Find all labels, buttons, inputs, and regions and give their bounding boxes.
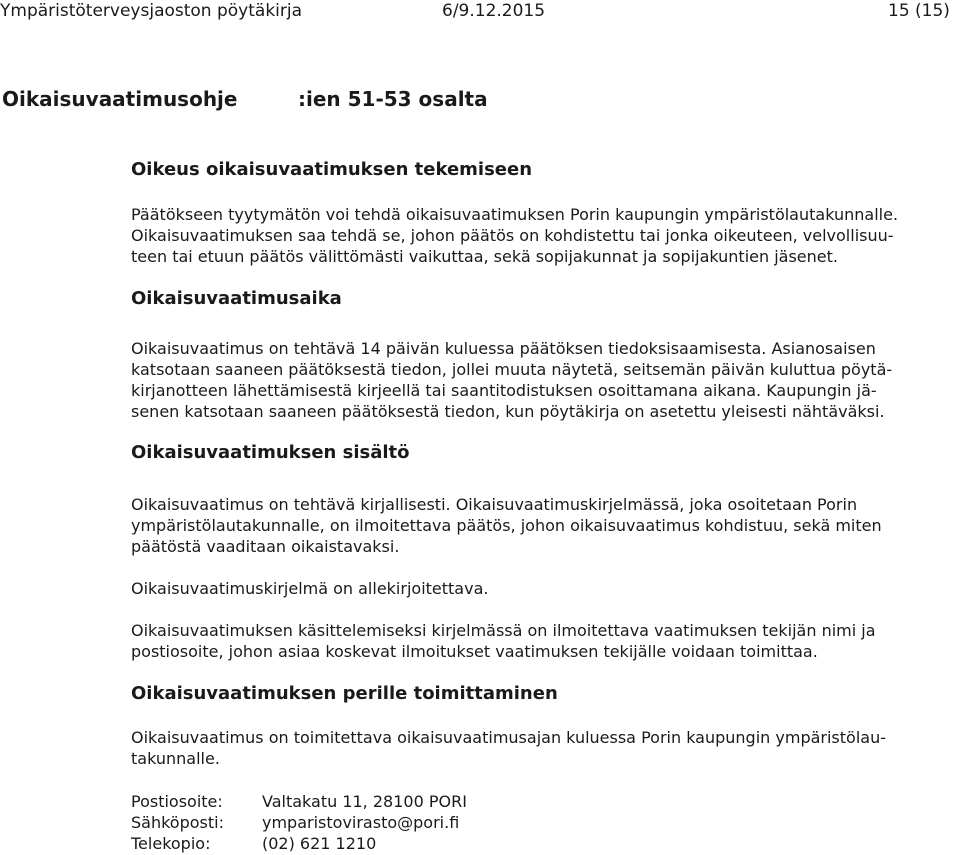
page-number: 15 (15) — [888, 1, 950, 21]
section-heading-delivery: Oikaisuvaatimuksen perille toimittaminen — [131, 683, 558, 704]
contact-info — [131, 791, 631, 855]
text-line: kirjanotteen lähettämisestä kirjeellä tai saantitodistuksen osoittamana aikana. Kaupungin jä- — [131, 381, 877, 400]
postal-label: Postiosoite: — [131, 792, 223, 811]
section-body-time — [131, 338, 892, 422]
email-address: ymparistovirasto@pori.fi — [262, 813, 460, 832]
text-line: takunnalle. — [131, 749, 220, 768]
section-heading-time: Oikaisuvaatimusaika — [131, 288, 342, 309]
fax-label: Telekopio: — [131, 834, 211, 853]
text-line: Oikaisuvaatimuskirjelmä on allekirjoitettava. — [131, 579, 489, 598]
section-body-content-3 — [131, 620, 876, 662]
document-date: 6/9.12.2015 — [442, 1, 546, 21]
section-body-content-2 — [131, 578, 488, 599]
text-line: katsotaan saaneen päätöksestä tiedon, jollei muuta näytetä, seitsemän päivän kuluttua pöytä- — [131, 360, 893, 379]
email-label: Sähköposti: — [131, 813, 224, 832]
section-body-content-1 — [131, 494, 882, 557]
text-line: senen katsotaan saaneen päätöksestä tiedon, kun pöytäkirja on asetettu yleisesti nähtäväksi. — [131, 402, 885, 421]
section-body-right — [131, 204, 898, 267]
page-title: Oikaisuvaatimusohje — [2, 87, 238, 111]
text-line: Päätökseen tyytymätön voi tehdä oikaisuvaatimuksen Porin kaupungin ympäristölautakunnalle. — [131, 205, 899, 224]
section-heading-content: Oikaisuvaatimuksen sisältö — [131, 442, 410, 463]
text-line: Oikaisuvaatimus on toimitettava oikaisuvaatimusajan kuluessa Porin kaupungin ympäristölau- — [131, 728, 886, 747]
section-heading-right: Oikeus oikaisuvaatimuksen tekemiseen — [131, 159, 533, 180]
text-line: Oikaisuvaatimus on tehtävä 14 päivän kuluessa päätöksen tiedoksisaamisesta. Asianosaisen — [131, 339, 876, 358]
text-line: teen tai etuun päätös välittömästi vaikuttaa, sekä sopijakunnat ja sopijakuntien jäsenet. — [131, 247, 838, 266]
fax-number: (02) 621 1210 — [262, 834, 377, 853]
text-line: päätöstä vaaditaan oikaistavaksi. — [131, 537, 400, 556]
text-line: Oikaisuvaatimuksen saa tehdä se, johon päätös on kohdistettu tai jonka oikeuteen, velvollisuu- — [131, 226, 894, 245]
postal-address: Valtakatu 11, 28100 PORI — [262, 792, 467, 811]
document-title: Ympäristöterveysjaoston pöytäkirja — [0, 1, 303, 21]
text-line: postiosoite, johon asiaa koskevat ilmoitukset vaatimuksen tekijälle voidaan toimittaa. — [131, 642, 818, 661]
page-title-sections: :ien 51-53 osalta — [298, 87, 488, 111]
text-line: Oikaisuvaatimuksen käsittelemiseksi kirjelmässä on ilmoitettava vaatimuksen tekijän nimi ja — [131, 621, 876, 640]
text-line: Oikaisuvaatimus on tehtävä kirjallisesti. Oikaisuvaatimuskirjelmässä, joka osoitetaan Porin — [131, 495, 858, 514]
section-body-delivery — [131, 727, 886, 769]
text-line: ympäristölautakunnalle, on ilmoitettava päätös, johon oikaisuvaatimus kohdistuu, sekä miten — [131, 516, 882, 535]
